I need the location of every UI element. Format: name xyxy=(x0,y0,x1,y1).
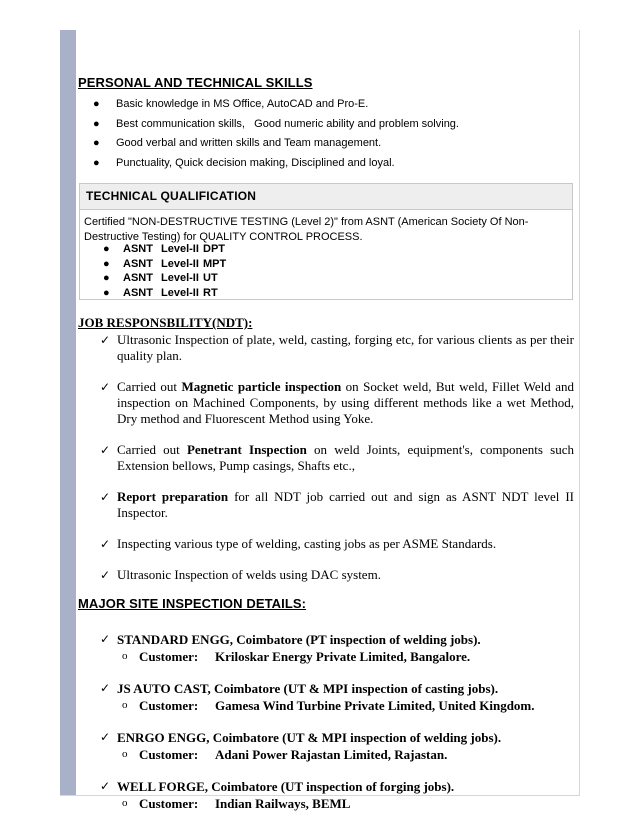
job-responsibility-list xyxy=(100,332,574,598)
checkmark-icon: ✓ xyxy=(100,779,111,793)
list-item: ✓ STANDARD ENGG, Coimbatore (PT inspection of welding jobs). o Customer: Kriloskar Energy Private Limited, Bangalore. xyxy=(100,631,574,665)
bullet-icon: ● xyxy=(93,137,100,149)
site-inspection-list xyxy=(100,631,574,827)
bullet-icon: ● xyxy=(93,98,100,110)
site-inspection-heading: MAJOR SITE INSPECTION DETAILS: xyxy=(78,596,307,611)
list-item: ✓ ENRGO ENGG, Coimbatore (UT & MPI inspection of welding jobs). o Customer: Adani Power Rajastan Limited, Rajastan. xyxy=(100,729,574,763)
checkmark-icon: ✓ xyxy=(100,333,111,347)
bullet-icon: ● xyxy=(103,272,110,284)
technical-qualification-box xyxy=(79,183,573,300)
circle-bullet-icon: o xyxy=(122,650,128,662)
list-item: ● Good verbal and written skills and Team management. xyxy=(93,137,382,149)
list-item: ● ASNT Level-II UT xyxy=(103,272,218,284)
list-item: ✓ Carried out Penetrant Inspection on weld Joints, equipment's, components such Extension bellows, Pump casings, Shafts etc., xyxy=(100,442,574,473)
checkmark-icon: ✓ xyxy=(100,568,111,582)
checkmark-icon: ✓ xyxy=(100,681,111,695)
list-item: ✓ Carried out Magnetic particle inspection on Socket weld, But weld, Fillet Weld and inspection on Machined Components, by using different methods like a wet Method, Dry method and Fluorescent Method using Yoke. xyxy=(100,379,574,426)
customer-line: o Customer: Indian Railways, BEML xyxy=(122,796,351,811)
bullet-icon: ● xyxy=(103,243,110,255)
resume-page xyxy=(60,30,580,811)
list-item: ● ASNT Level-II DPT xyxy=(103,243,225,255)
circle-bullet-icon: o xyxy=(122,748,128,760)
checkmark-icon: ✓ xyxy=(100,490,111,504)
asnt-levels-list xyxy=(103,243,226,301)
list-item: ✓ JS AUTO CAST, Coimbatore (UT & MPI inspection of casting jobs). o Customer: Gamesa Wind Turbine Private Limited, United Kingdom. xyxy=(100,680,574,714)
checkmark-icon: ✓ xyxy=(100,443,111,457)
left-accent-bar xyxy=(60,30,76,795)
list-item: ✓ Inspecting various type of welding, casting jobs as per ASME Standards. xyxy=(100,536,497,551)
bullet-icon: ● xyxy=(103,257,110,270)
list-item: ● Punctuality, Quick decision making, Disciplined and loyal. xyxy=(93,156,395,169)
skills-list xyxy=(93,98,459,176)
checkmark-icon: ✓ xyxy=(100,380,111,394)
list-item: ● Basic knowledge in MS Office, AutoCAD and Pro-E. xyxy=(93,98,369,110)
list-item: ✓ Report preparation for all NDT job carried out and sign as ASNT NDT level II Inspector. xyxy=(100,489,574,520)
list-item: ● ASNT Level-II RT xyxy=(103,286,218,299)
list-item: ● ASNT Level-II MPT xyxy=(103,257,227,270)
checkmark-icon: ✓ xyxy=(100,730,111,744)
technical-qualification-heading: TECHNICAL QUALIFICATION xyxy=(80,184,572,210)
bullet-icon: ● xyxy=(93,117,100,130)
circle-bullet-icon: o xyxy=(122,797,128,809)
customer-line: o Customer: Gamesa Wind Turbine Private Limited, United Kingdom. xyxy=(122,698,535,713)
bullet-icon: ● xyxy=(103,286,110,299)
circle-bullet-icon: o xyxy=(122,699,128,711)
customer-line: o Customer: Adani Power Rajastan Limited, Rajastan. xyxy=(122,747,448,762)
checkmark-icon: ✓ xyxy=(100,537,111,551)
list-item: ✓ WELL FORGE, Coimbatore (UT inspection of forging jobs). o Customer: Indian Railways, BEML xyxy=(100,778,574,812)
list-item: ✓ Ultrasonic Inspection of welds using DAC system. xyxy=(100,567,381,582)
job-responsibility-heading: JOB RESPONSBILITY(NDT): xyxy=(78,315,253,330)
list-item: ✓ Ultrasonic Inspection of plate, weld, casting, forging etc, for various clients as per their quality plan. xyxy=(100,332,574,363)
bullet-icon: ● xyxy=(93,156,100,169)
list-item: ● Best communication skills, Good numeric ability and problem solving. xyxy=(93,117,459,130)
customer-line: o Customer: Kriloskar Energy Private Limited, Bangalore. xyxy=(122,649,471,664)
skills-heading: PERSONAL AND TECHNICAL SKILLS xyxy=(78,75,313,90)
certification-text: Certified "NON-DESTRUCTIVE TESTING (Level 2)" from ASNT (American Society Of Non-Destructive Testing) for QUALITY CONTROL PROCESS. xyxy=(84,216,529,243)
checkmark-icon: ✓ xyxy=(100,632,111,646)
